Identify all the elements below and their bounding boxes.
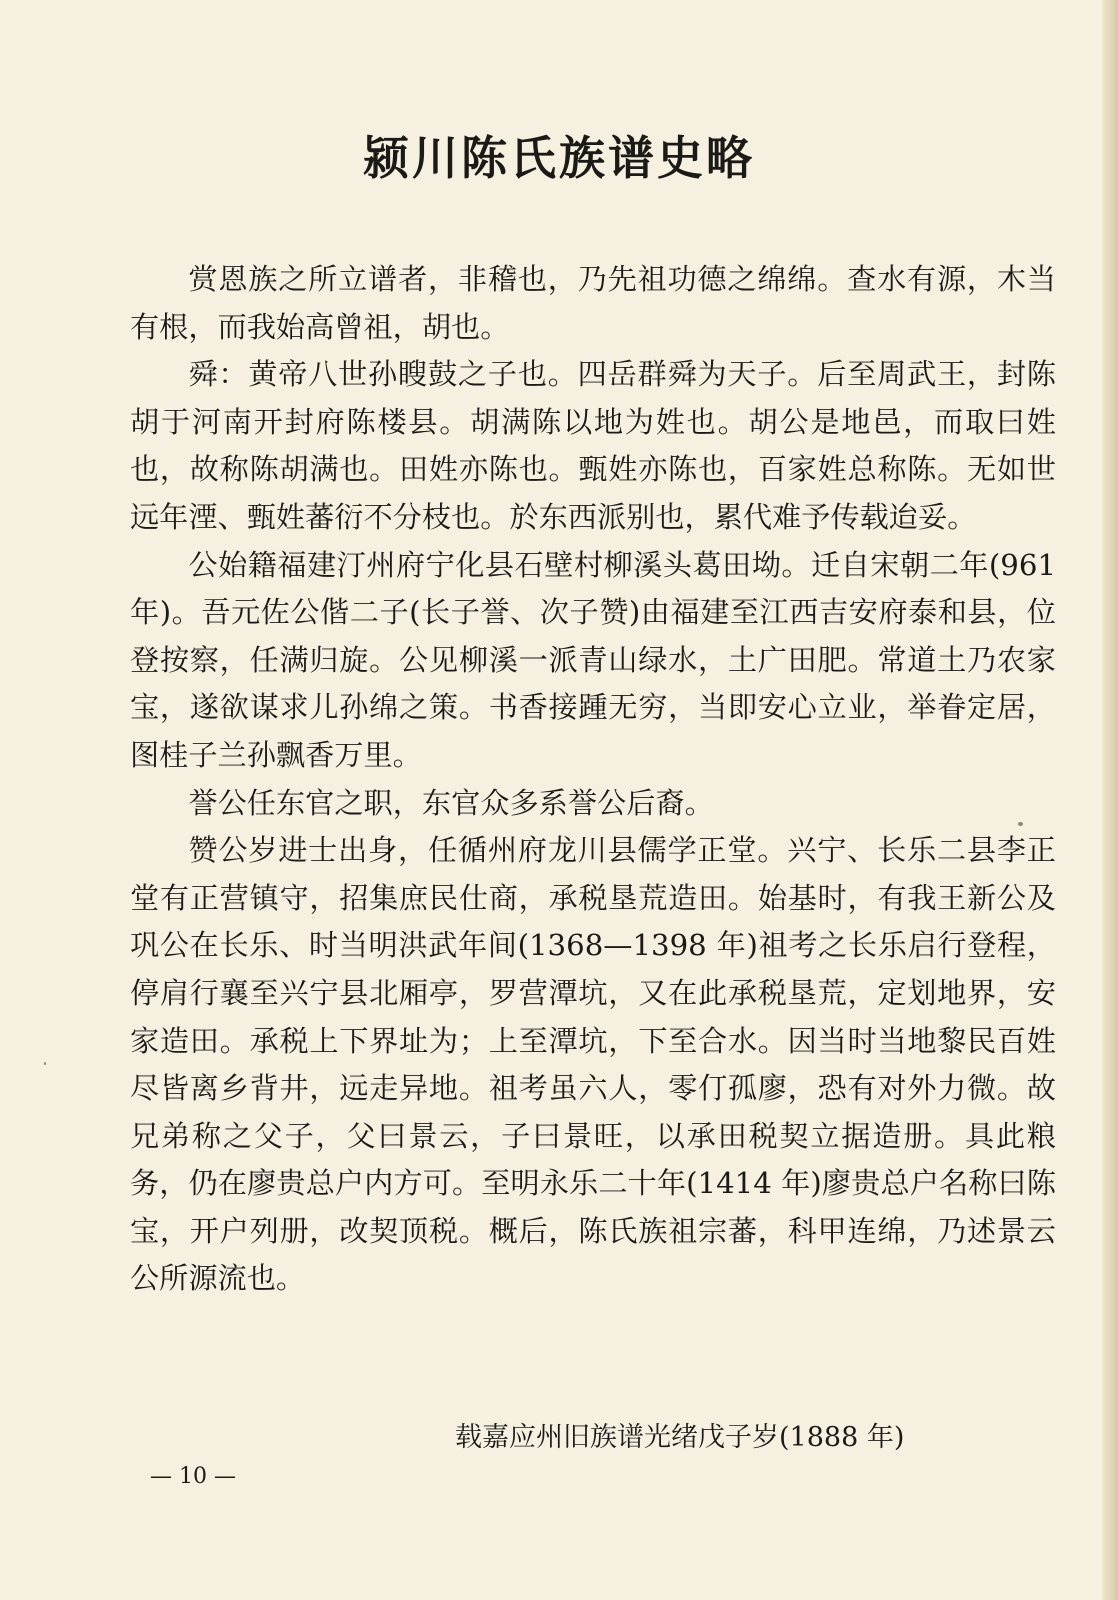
paragraph-intro: 赏恩族之所立谱者，非稽也，乃先祖功德之绵绵。查水有源，木当有根，而我始高曾祖，胡也。 — [130, 262, 1056, 344]
paper-speck — [1018, 822, 1023, 826]
paragraph-migration: 公始籍福建汀州府宁化县石壁村柳溪头葛田坳。迁自宋朝二年(961 年)。吾元佐公偕二子(长子誉、次子赞)由福建至江西吉安府泰和县，位登按察，任满归旋。公见柳溪一派青山绿水，土广田肥。常道土乃农家宝，遂欲谋求儿孙绵之策。书香接踵无穷，当即安心立业，举眷定居，图桂子兰孙飘香万里。 — [130, 547, 1056, 772]
paragraph-zan-gong: 赞公岁进士出身，任循州府龙川县儒学正堂。兴宁、长乐二县李正堂有正营镇守，招集庶民仕商，承税垦荒造田。始基时，有我王新公及巩公在长乐、时当明洪武年间(1368—1398 年)祖考之长乐启行登程，停肩行襄至兴宁县北厢亭，罗营潭坑，又在此承税垦荒，定划地界，安家造田。承税上下界址为；上至潭坑，下至合水。因当时当地黎民百姓尽皆离乡背井，远走异地。祖考虽六人，零仃孤廖，恐有对外力微。故兄弟称之父子，父曰景云，子曰景旺，以承田税契立据造册。具此粮务，仍在廖贵总户内方可。至明永乐二十年(1414 年)廖贵总户名称曰陈宝，开户列册，改契顶税。概后，陈氏族祖宗蕃，科甲连绵，乃述景云公所源流也。 — [130, 833, 1056, 1296]
body-text — [130, 256, 1056, 1303]
page-title: 颍川陈氏族谱史略 — [363, 131, 755, 185]
page-number: — 10 — — [150, 1464, 236, 1489]
paper-speck — [44, 1062, 46, 1065]
paragraph-yu-gong: 誉公任东官之职，东官众多系誉公后裔。 — [188, 785, 714, 820]
binding-edge — [1102, 0, 1118, 1600]
paragraph-origin: 舜：黄帝八世孙瞍鼓之子也。四岳群舜为天子。后至周武王，封陈胡于河南开封府陈楼县。胡满陈以地为姓也。胡公是地邑，而取曰姓也，故称陈胡满也。田姓亦陈也。甄姓亦陈也，百家姓总称陈。无如世远年湮、甄姓蕃衍不分枝也。於东西派别也，累代难予传载迨妥。 — [130, 357, 1056, 534]
source-note: 载嘉应州旧族谱光绪戊子岁(1888 年) — [455, 1422, 905, 1453]
